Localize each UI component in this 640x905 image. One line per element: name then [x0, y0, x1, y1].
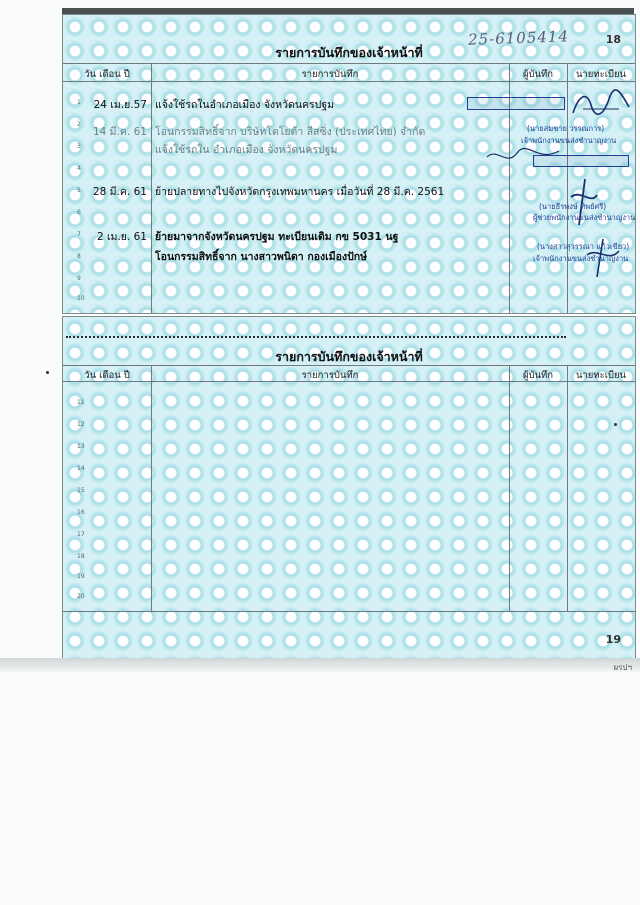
row-number: 7 [77, 231, 81, 238]
entry-date: 2 เม.ย. 61 [96, 231, 147, 243]
row-number: 12 [77, 421, 85, 428]
header-recorder: ผู้บันทึก [522, 69, 554, 80]
row-number: 5 [77, 187, 81, 194]
entry-date: 28 มี.ค. 61 [92, 186, 147, 198]
row-number: 8 [77, 253, 81, 260]
stamp-name: (นายธีรพงษ์ ทิพย์ศรี) [539, 202, 607, 211]
stamp-name: (นางสาวสุวรรณา แก้วเขียว) [537, 242, 630, 251]
row-number: 13 [77, 443, 85, 450]
row-number: 3 [77, 143, 81, 150]
row-number: 15 [77, 487, 85, 494]
officer-record-table-page-18 [62, 14, 636, 314]
header-date: วัน เดือน ปี [84, 69, 130, 80]
entry-date: 14 มี.ค. 61 [92, 126, 147, 138]
entry-text: โอนกรรมสิทธิ์จาก บริษัทโตโยต้า ลีสซิ่ง (ประเทศไทย) จำกัด [155, 126, 426, 138]
scan-shadow [0, 658, 640, 672]
table-title: รายการบันทึกของเจ้าหน้าที่ [275, 349, 423, 364]
row-number: 17 [77, 531, 85, 538]
scan-speck [46, 371, 49, 374]
header-record: รายการบันทึก [301, 370, 359, 381]
header-registrar: นายทะเบียน [575, 69, 627, 80]
row-number: 10 [77, 295, 85, 302]
stamp-position: เจ้าพนักงานขนส่งชำนาญงาน [533, 254, 629, 263]
entry-text: ย้ายปลายทางไปจังหวัดกรุงเทพมหานคร เมื่อวันที่ 28 มี.ค. 2561 [155, 186, 445, 198]
page-number: 18 [605, 33, 621, 46]
approval-stamp [467, 97, 565, 110]
stamp-position: เจ้าพนักงานขนส่งชำนาญงาน [521, 136, 617, 145]
column-divider [509, 365, 510, 611]
header-date: วัน เดือน ปี [84, 370, 130, 381]
entry-text: แจ้งใช้รถในอำเภอเมือง จังหวัดนครปฐม [155, 99, 335, 111]
header-top-rule [63, 365, 635, 366]
table-title: รายการบันทึกของเจ้าหน้าที่ [275, 45, 423, 60]
entry-text: ย้ายมาจากจังหวัดนครปฐม ทะเบียนเดิม กข 5031 นฐ [155, 231, 399, 243]
row-number: 4 [77, 165, 81, 172]
row-number: 11 [77, 399, 85, 406]
stamp-position: ผู้ช่วยพนักงานขนส่งชำนาญงาน [533, 213, 636, 222]
scan-speck [614, 423, 617, 426]
column-divider [151, 63, 152, 313]
row-number: 14 [77, 465, 85, 472]
header-recorder: ผู้บันทึก [522, 370, 554, 381]
row-number: 18 [77, 553, 85, 560]
row-number: 2 [77, 121, 81, 128]
row-number: 19 [77, 573, 85, 580]
header-registrar: นายทะเบียน [575, 370, 627, 381]
entry-date: 24 เม.ย.57 [93, 99, 147, 111]
column-divider [151, 365, 152, 611]
corner-text: ผรปฯ [613, 663, 632, 672]
entry-text: โอนกรรมสิทธิ์จาก นางสาวพนิดา กองเมืองปักษ์ [155, 251, 368, 263]
officer-record-table-page-19 [62, 316, 636, 660]
handwritten-number: 25-6105414 [467, 27, 570, 49]
row-number: 1 [77, 99, 81, 106]
row-number: 9 [77, 275, 81, 282]
row-number: 16 [77, 509, 85, 516]
entry-text: แจ้งใช้รถใน อำเภอเมือง จังหวัดนครปฐม [155, 144, 338, 156]
signature-mark [569, 87, 633, 121]
header-record: รายการบันทึก [301, 69, 359, 80]
stamp-name: (นายสมชาย วรรณการ) [527, 124, 605, 133]
row-number: 20 [77, 593, 85, 600]
table-bottom-rule [63, 611, 635, 612]
header-top-rule [63, 63, 635, 64]
dotted-separator [66, 336, 566, 340]
column-divider [567, 365, 568, 611]
approval-stamp [533, 155, 629, 167]
row-number: 6 [77, 209, 81, 216]
page-number: 19 [605, 633, 621, 646]
